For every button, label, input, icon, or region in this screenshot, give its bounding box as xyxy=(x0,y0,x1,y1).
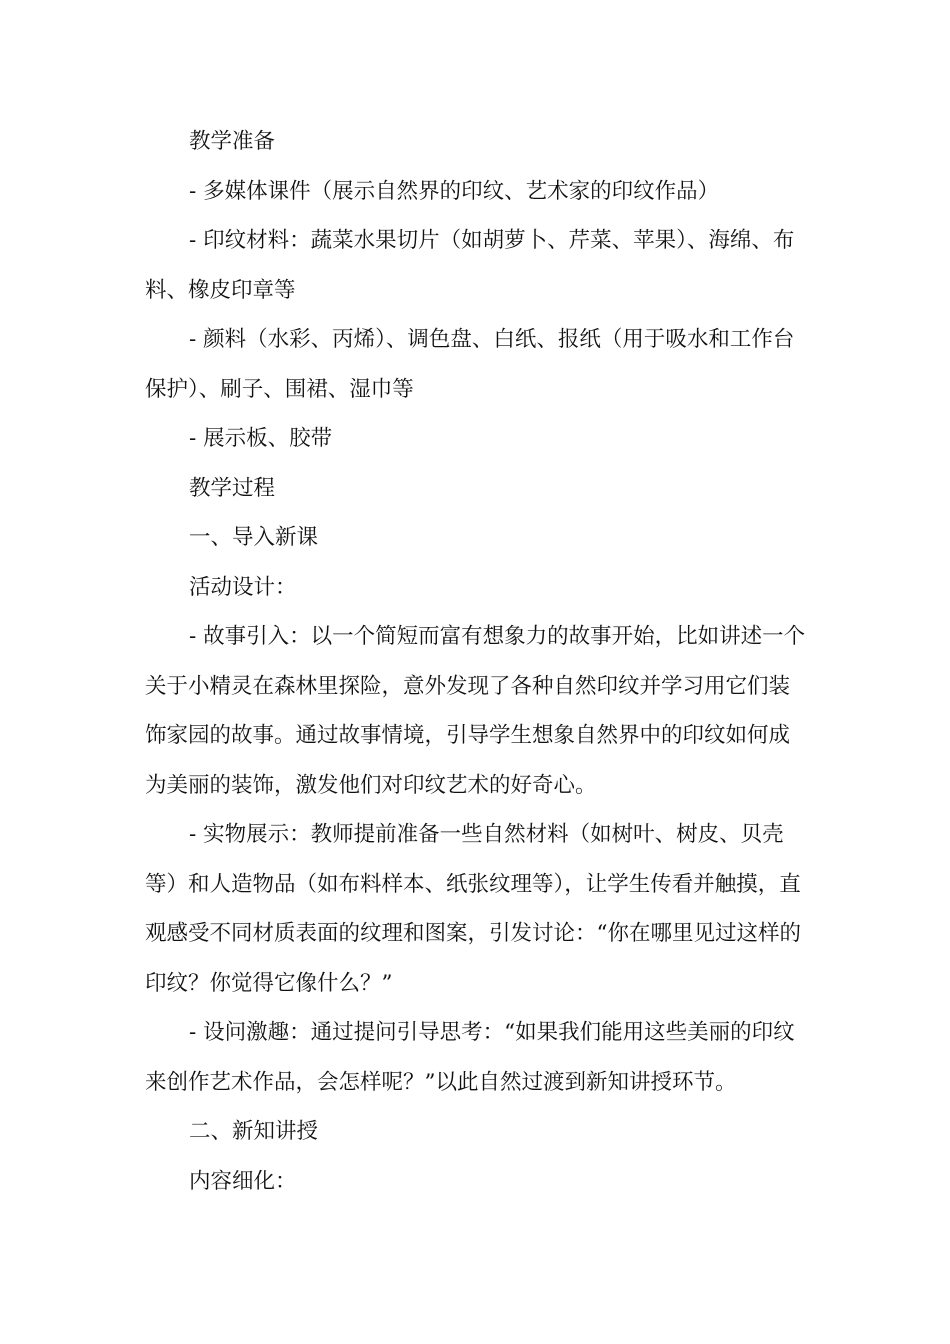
list-item-print-materials: - 印纹材料：蔬菜水果切片（如胡萝卜、芹菜、苹果）、海绵、布料、橡皮印章等 xyxy=(145,228,795,303)
section-heading-preparation: 教学准备 xyxy=(189,129,276,154)
section-heading-process: 教学过程 xyxy=(189,475,276,501)
label-activity-design: 活动设计： xyxy=(189,574,297,600)
label-content-details: 内容细化： xyxy=(189,1168,297,1194)
list-item-multimedia: - 多媒体课件（展示自然界的印纹、艺术家的印纹作品） xyxy=(189,178,720,204)
list-item-story: - 故事引入：以一个简短而富有想象力的故事开始，比如讲述一个关于小精灵在森林里探险，意外发现了各种自然印纹并学习用它们装饰家园的故事。通过故事情境，引导学生想象自然界中的印纹如何成为美丽的装饰，激发他们对印纹艺术的好奇心。 xyxy=(145,624,806,798)
document-body xyxy=(0,117,810,1206)
list-item-paints: - 颜料（水彩、丙烯）、调色盘、白纸、报纸（用于吸水和工作台保护）、刷子、围裙、湿巾等 xyxy=(145,327,795,402)
subheading-new-knowledge: 二、新知讲授 xyxy=(189,1119,319,1144)
list-item-questions: - 设问激趣：通过提问引导思考：“如果我们能用这些美丽的印纹来创作艺术作品，会怎样呢？”以此自然过渡到新知讲授环节。 xyxy=(145,1020,795,1095)
list-item-display-board: - 展示板、胶带 xyxy=(189,426,333,451)
subheading-introduction: 一、导入新课 xyxy=(189,525,319,550)
list-item-objects: - 实物展示：教师提前准备一些自然材料（如树叶、树皮、贝壳等）和人造物品（如布料样本、纸张纹理等），让学生传看并触摸，直观感受不同材质表面的纹理和图案，引发讨论：“你在哪里见过这样的印纹？你觉得它像什么？” xyxy=(145,822,801,996)
